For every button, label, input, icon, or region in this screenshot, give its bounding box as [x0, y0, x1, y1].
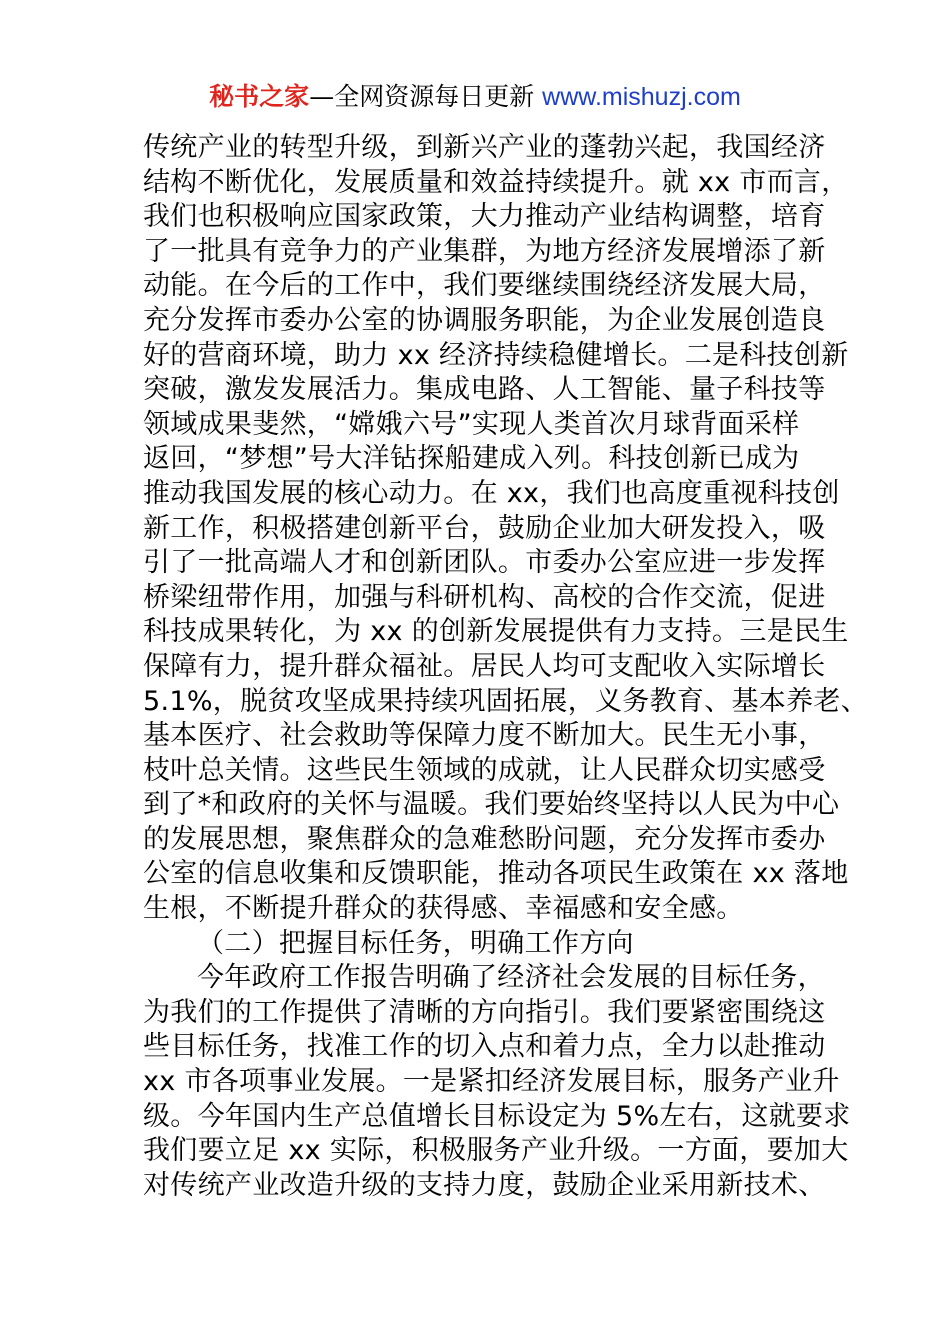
text-line: 枝叶总关情。这些民生领域的成就，让人民群众切实感受 [143, 754, 826, 786]
text-line: 的发展思想，聚焦群众的急难愁盼问题，充分发挥市委办 [143, 823, 826, 855]
text-line: 推动我国发展的核心动力。在 xx，我们也高度重视科技创 [143, 477, 840, 509]
text-line: 好的营商环境，助力 xx 经济持续稳健增长。二是科技创新 [143, 339, 849, 371]
text-line: 传统产业的转型升级，到新兴产业的蓬勃兴起，我国经济 [143, 132, 826, 163]
text-line: 级。今年国内生产总值增长目标设定为 5%左右，这就要求 [143, 1100, 851, 1132]
text-line: 公室的信息收集和反馈职能，推动各项民生政策在 xx 落地 [143, 858, 849, 890]
document-body [143, 131, 868, 1203]
text-line: 返回，“梦想”号大洋钻探船建成入列。科技创新已成为 [143, 443, 800, 475]
text-line: 我们也积极响应国家政策，大力推动产业结构调整，培育 [143, 201, 826, 233]
text-line: 新工作，积极搭建创新平台，鼓励企业加大研发投入，吸 [143, 512, 826, 544]
section-heading: （二）把握目标任务，明确工作方向 [197, 927, 634, 959]
text-line: 5.1%，脱贫攻坚成果持续巩固拓展，义务教育、基本养老、 [143, 685, 868, 717]
site-header [0, 80, 950, 114]
text-line: 今年政府工作报告明确了经济社会发展的目标任务， [197, 962, 825, 994]
text-line: 领域成果斐然，“嫦娥六号”实现人类首次月球背面采样 [143, 408, 800, 440]
text-line: 我们要立足 xx 实际，积极服务产业升级。一方面，要加大 [143, 1135, 849, 1167]
text-line: 充分发挥市委办公室的协调服务职能，为企业发展创造良 [143, 304, 826, 336]
text-line: 基本医疗、社会救助等保障力度不断加大。民生无小事， [143, 720, 826, 752]
text-line: 突破，激发发展活力。集成电路、人工智能、量子科技等 [143, 374, 826, 406]
text-line: 结构不断优化，发展质量和效益持续提升。就 xx 市而言， [143, 166, 849, 198]
text-line: 保障有力，提升群众福祉。居民人均可支配收入实际增长 [143, 650, 826, 682]
text-line: 到了*和政府的关怀与温暖。我们要始终坚持以人民为中心 [143, 789, 840, 821]
text-line: 为我们的工作提供了清晰的方向指引。我们要紧密围绕这 [143, 996, 826, 1028]
brand-name: 秘书之家 [209, 82, 310, 111]
text-line: 引了一批高端人才和创新团队。市委办公室应进一步发挥 [143, 547, 826, 579]
text-line: 生根，不断提升群众的获得感、幸福感和安全感。 [143, 893, 744, 925]
text-line: 动能。在今后的工作中，我们要继续围绕经济发展大局， [143, 270, 826, 302]
text-line: 对传统产业改造升级的支持力度，鼓励企业采用新技术、 [143, 1169, 826, 1201]
text-line: 了一批具有竞争力的产业集群，为地方经济发展增添了新 [143, 235, 826, 267]
text-line: 科技成果转化，为 xx 的创新发展提供有力支持。三是民生 [143, 616, 849, 648]
text-line: 桥梁纽带作用，加强与科研机构、高校的合作交流，促进 [143, 581, 826, 613]
text-line: xx 市各项事业发展。一是紧扣经济发展目标，服务产业升 [143, 1066, 840, 1098]
site-url-link[interactable]: www.mishuzj.com [542, 83, 741, 111]
text-line: 些目标任务，找准工作的切入点和着力点，全力以赴推动 [143, 1031, 826, 1063]
header-slogan: —全网资源每日更新 [309, 82, 535, 111]
